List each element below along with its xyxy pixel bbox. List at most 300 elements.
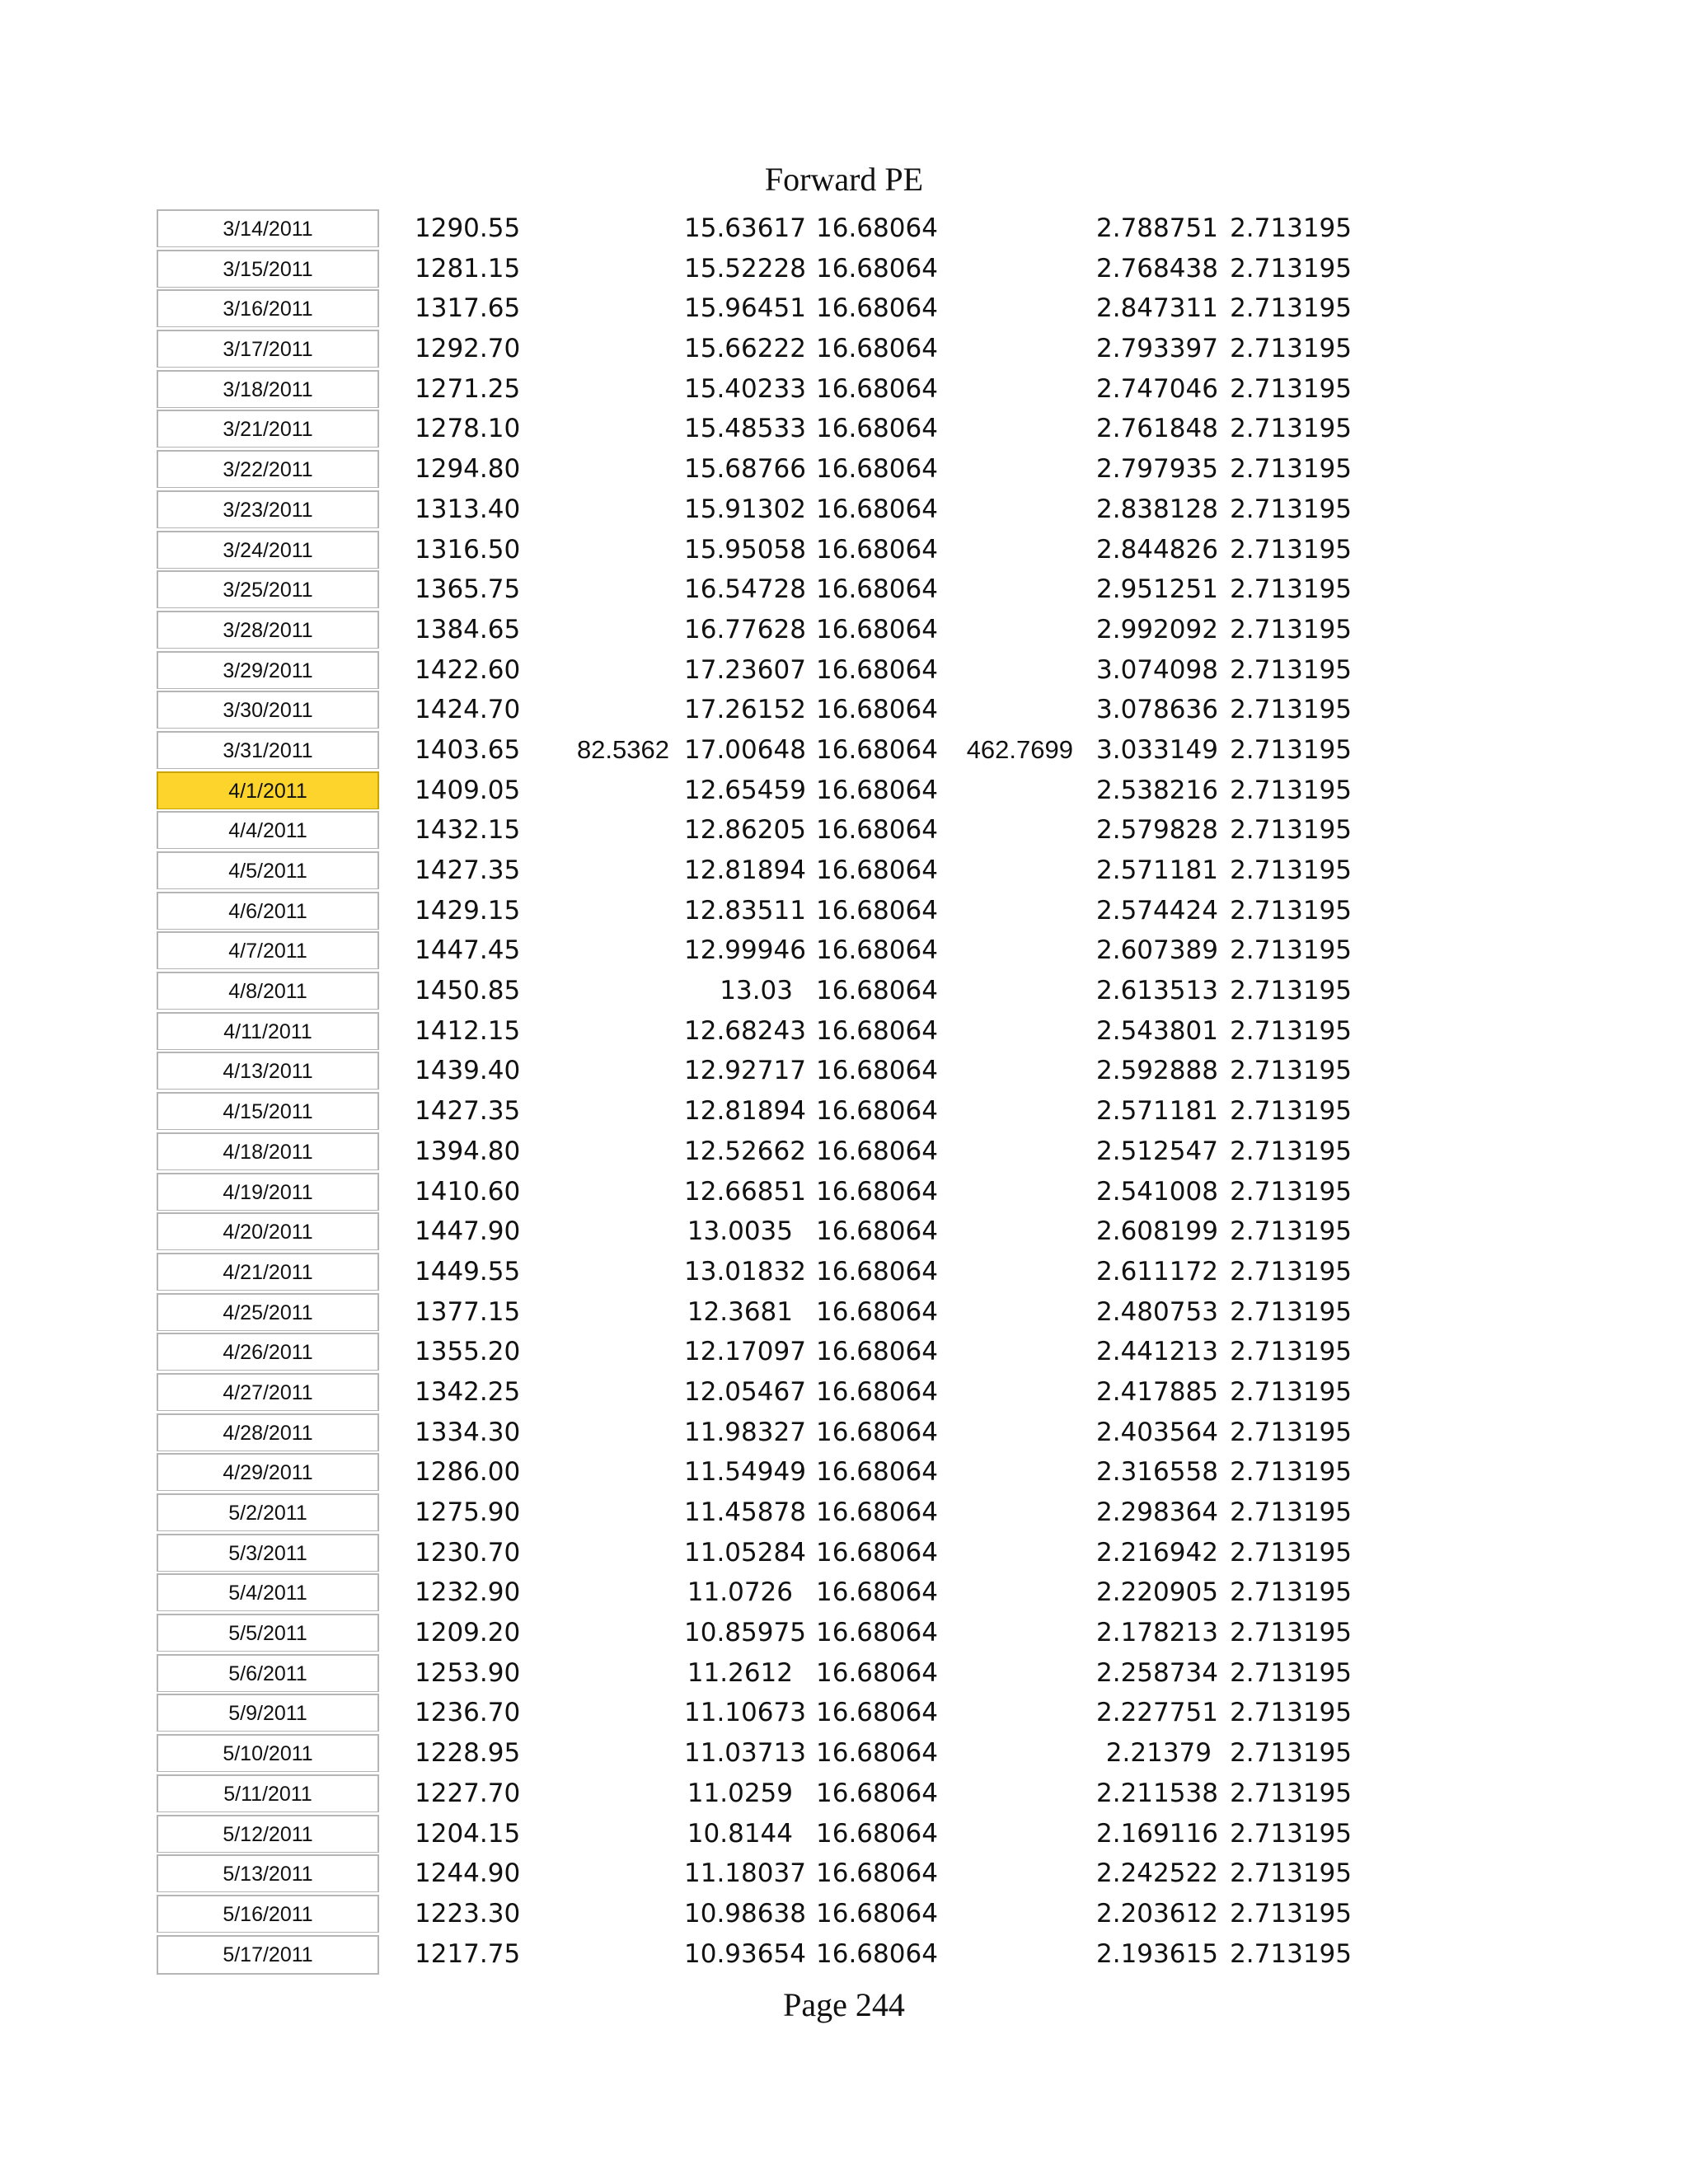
forward-pe-cell: 11.05284 xyxy=(684,1537,806,1568)
ratio-average-cell: 2.713195 xyxy=(1230,1176,1352,1207)
ratio-cell: 2.611172 xyxy=(1096,1256,1218,1286)
price-cell: 1275.90 xyxy=(415,1497,521,1527)
price-cell: 1232.90 xyxy=(415,1577,521,1608)
price-cell: 1316.50 xyxy=(415,534,521,565)
forward-pe-cell: 11.54949 xyxy=(684,1457,806,1488)
ratio-average-cell: 2.713195 xyxy=(1230,1818,1352,1849)
price-cell: 1409.05 xyxy=(415,775,521,805)
value-cell xyxy=(940,651,1073,689)
table-row xyxy=(157,1333,1393,1373)
table-row xyxy=(157,1815,1393,1855)
forward-pe-cell: 15.96451 xyxy=(684,293,806,324)
table-row xyxy=(157,651,1393,691)
ratio-average-cell: 2.713195 xyxy=(1230,1216,1352,1247)
date-cell[interactable]: 5/13/2011 xyxy=(157,1854,379,1892)
forward-pe-cell: 11.45878 xyxy=(684,1497,806,1527)
forward-pe-cell: 15.68766 xyxy=(684,454,806,485)
eps-cell xyxy=(552,289,669,327)
table-row xyxy=(157,972,1393,1012)
ratio-average-cell: 2.713195 xyxy=(1230,1778,1352,1808)
value-cell xyxy=(940,1413,1073,1451)
date-cell[interactable]: 5/17/2011 xyxy=(157,1935,379,1975)
table-row xyxy=(157,1012,1393,1052)
average-pe-cell: 16.68064 xyxy=(816,1457,938,1488)
value-cell xyxy=(940,1052,1073,1090)
table-row xyxy=(157,1293,1393,1333)
price-cell: 1290.55 xyxy=(415,213,521,243)
ratio-cell: 2.203612 xyxy=(1096,1898,1218,1929)
ratio-cell: 2.788751 xyxy=(1096,213,1218,243)
ratio-cell: 2.951251 xyxy=(1096,574,1218,605)
price-cell: 1227.70 xyxy=(415,1778,521,1808)
price-cell: 1394.80 xyxy=(415,1136,521,1166)
ratio-cell: 2.607389 xyxy=(1096,935,1218,966)
ratio-average-cell: 2.713195 xyxy=(1230,855,1352,885)
average-pe-cell: 16.68064 xyxy=(816,494,938,524)
average-pe-cell: 16.68064 xyxy=(816,414,938,444)
table-row xyxy=(157,250,1393,290)
table-row xyxy=(157,1774,1393,1815)
ratio-average-cell: 2.713195 xyxy=(1230,1096,1352,1127)
average-pe-cell: 16.68064 xyxy=(816,654,938,685)
date-cell[interactable]: 4/13/2011 xyxy=(157,1052,379,1090)
value-cell xyxy=(940,289,1073,327)
ratio-average-cell: 2.713195 xyxy=(1230,1056,1352,1086)
eps-cell xyxy=(552,570,669,608)
forward-pe-cell: 10.93654 xyxy=(684,1938,806,1969)
ratio-average-cell: 2.713195 xyxy=(1230,253,1352,284)
forward-pe-cell: 12.68243 xyxy=(684,1015,806,1046)
price-cell: 1427.35 xyxy=(415,1096,521,1127)
eps-cell xyxy=(552,972,669,1010)
eps-cell xyxy=(552,250,669,288)
table-row xyxy=(157,731,1393,771)
price-cell: 1447.90 xyxy=(415,1216,521,1247)
ratio-average-cell: 2.713195 xyxy=(1230,1858,1352,1889)
date-cell[interactable]: 3/28/2011 xyxy=(157,611,379,649)
price-cell: 1230.70 xyxy=(415,1537,521,1568)
forward-pe-cell: 16.54728 xyxy=(684,574,806,605)
ratio-average-cell: 2.713195 xyxy=(1230,815,1352,846)
price-cell: 1432.15 xyxy=(415,815,521,846)
ratio-average-cell: 2.713195 xyxy=(1230,1898,1352,1929)
ratio-cell: 2.441213 xyxy=(1096,1337,1218,1367)
table-row xyxy=(157,1173,1393,1213)
eps-cell xyxy=(552,651,669,689)
table-row xyxy=(157,1654,1393,1694)
date-cell[interactable]: 4/25/2011 xyxy=(157,1293,379,1331)
table-row xyxy=(157,851,1393,892)
forward-pe-cell: 11.18037 xyxy=(684,1858,806,1889)
price-cell: 1228.95 xyxy=(415,1738,521,1769)
ratio-cell: 2.538216 xyxy=(1096,775,1218,805)
date-cell[interactable]: 5/3/2011 xyxy=(157,1534,379,1572)
value-cell xyxy=(940,892,1073,930)
forward-pe-cell: 10.85975 xyxy=(684,1618,806,1648)
value-cell: 462.7699 xyxy=(966,734,1073,764)
date-cell[interactable]: 4/4/2011 xyxy=(157,811,379,849)
date-cell[interactable]: 4/15/2011 xyxy=(157,1092,379,1130)
date-cell[interactable]: 4/26/2011 xyxy=(157,1333,379,1371)
ratio-cell: 2.844826 xyxy=(1096,534,1218,565)
forward-pe-cell: 12.66851 xyxy=(684,1176,806,1207)
value-cell xyxy=(940,1012,1073,1050)
ratio-cell: 2.512547 xyxy=(1096,1136,1218,1166)
eps-cell xyxy=(552,1333,669,1371)
price-cell: 1439.40 xyxy=(415,1056,521,1086)
value-cell xyxy=(940,611,1073,649)
value-cell xyxy=(940,209,1073,247)
eps-cell xyxy=(552,1895,669,1933)
average-pe-cell: 16.68064 xyxy=(816,1938,938,1969)
date-cell[interactable]: 3/25/2011 xyxy=(157,570,379,608)
date-cell[interactable]: 3/15/2011 xyxy=(157,250,379,288)
table-row xyxy=(157,1854,1393,1895)
average-pe-cell: 16.68064 xyxy=(816,1858,938,1889)
date-cell[interactable]: 4/18/2011 xyxy=(157,1132,379,1170)
value-cell xyxy=(940,1253,1073,1291)
date-cell[interactable]: 3/17/2011 xyxy=(157,330,379,368)
date-cell[interactable]: 3/18/2011 xyxy=(157,370,379,408)
date-cell[interactable]: 5/5/2011 xyxy=(157,1614,379,1652)
forward-pe-cell: 15.52228 xyxy=(684,253,806,284)
ratio-cell: 2.211538 xyxy=(1096,1778,1218,1808)
date-cell[interactable]: 5/11/2011 xyxy=(157,1774,379,1812)
average-pe-cell: 16.68064 xyxy=(816,1376,938,1407)
value-cell xyxy=(940,410,1073,448)
price-cell: 1384.65 xyxy=(415,614,521,644)
average-pe-cell: 16.68064 xyxy=(816,534,938,565)
eps-cell xyxy=(552,1212,669,1250)
table-row xyxy=(157,209,1393,250)
value-cell xyxy=(940,1453,1073,1491)
value-cell xyxy=(940,1614,1073,1652)
table-row xyxy=(157,1052,1393,1092)
average-pe-cell: 16.68064 xyxy=(816,293,938,324)
date-cell[interactable]: 5/9/2011 xyxy=(157,1694,379,1732)
value-cell xyxy=(940,250,1073,288)
value-cell xyxy=(940,1092,1073,1130)
ratio-average-cell: 2.713195 xyxy=(1230,734,1352,765)
average-pe-cell: 16.68064 xyxy=(816,734,938,765)
ratio-cell: 2.847311 xyxy=(1096,293,1218,324)
ratio-cell: 2.592888 xyxy=(1096,1056,1218,1086)
average-pe-cell: 16.68064 xyxy=(816,1818,938,1849)
table-row xyxy=(157,1534,1393,1574)
table-row xyxy=(157,330,1393,370)
ratio-average-cell: 2.713195 xyxy=(1230,1698,1352,1728)
average-pe-cell: 16.68064 xyxy=(816,1497,938,1527)
eps-cell xyxy=(552,490,669,528)
ratio-average-cell: 2.713195 xyxy=(1230,494,1352,524)
table-row xyxy=(157,1935,1393,1975)
eps-cell xyxy=(552,931,669,969)
date-cell[interactable]: 5/12/2011 xyxy=(157,1815,379,1853)
average-pe-cell: 16.68064 xyxy=(816,1537,938,1568)
ratio-cell: 2.571181 xyxy=(1096,855,1218,885)
date-cell[interactable]: 4/29/2011 xyxy=(157,1453,379,1491)
ratio-cell: 2.298364 xyxy=(1096,1497,1218,1527)
table-row xyxy=(157,1212,1393,1253)
ratio-cell: 2.797935 xyxy=(1096,454,1218,485)
eps-cell xyxy=(552,611,669,649)
ratio-average-cell: 2.713195 xyxy=(1230,1015,1352,1046)
forward-pe-cell: 12.52662 xyxy=(684,1136,806,1166)
average-pe-cell: 16.68064 xyxy=(816,1176,938,1207)
ratio-average-cell: 2.713195 xyxy=(1230,1497,1352,1527)
table-row xyxy=(157,450,1393,490)
date-cell[interactable]: 4/27/2011 xyxy=(157,1373,379,1411)
price-cell: 1313.40 xyxy=(415,494,521,524)
date-cell[interactable]: 3/14/2011 xyxy=(157,209,379,247)
forward-pe-cell: 12.86205 xyxy=(684,815,806,846)
ratio-average-cell: 2.713195 xyxy=(1230,1296,1352,1327)
table-row xyxy=(157,1413,1393,1454)
forward-pe-cell: 12.81894 xyxy=(684,855,806,885)
price-cell: 1281.15 xyxy=(415,253,521,284)
average-pe-cell: 16.68064 xyxy=(816,935,938,966)
eps-cell xyxy=(552,1694,669,1732)
forward-pe-cell: 13.01832 xyxy=(684,1256,806,1286)
ratio-cell: 2.992092 xyxy=(1096,614,1218,644)
eps-cell xyxy=(552,1534,669,1572)
average-pe-cell: 16.68064 xyxy=(816,1898,938,1929)
value-cell xyxy=(940,1774,1073,1812)
value-cell xyxy=(940,1173,1073,1211)
ratio-cell: 2.608199 xyxy=(1096,1216,1218,1247)
average-pe-cell: 16.68064 xyxy=(816,1296,938,1327)
ratio-cell: 2.21379 xyxy=(1105,1738,1212,1769)
ratio-average-cell: 2.713195 xyxy=(1230,414,1352,444)
eps-cell xyxy=(552,209,669,247)
date-cell[interactable]: 3/24/2011 xyxy=(157,531,379,569)
eps-cell xyxy=(552,1815,669,1853)
date-cell[interactable]: 4/6/2011 xyxy=(157,892,379,930)
eps-cell xyxy=(552,1774,669,1812)
date-cell[interactable]: 4/19/2011 xyxy=(157,1173,379,1211)
average-pe-cell: 16.68064 xyxy=(816,1778,938,1808)
eps-cell xyxy=(552,531,669,569)
table-row xyxy=(157,1132,1393,1173)
ratio-average-cell: 2.713195 xyxy=(1230,614,1352,644)
ratio-cell: 2.178213 xyxy=(1096,1618,1218,1648)
date-cell[interactable]: 4/5/2011 xyxy=(157,851,379,889)
average-pe-cell: 16.68064 xyxy=(816,1417,938,1447)
ratio-average-cell: 2.713195 xyxy=(1230,1537,1352,1568)
forward-pe-cell: 13.03 xyxy=(720,976,793,1006)
table-row xyxy=(157,410,1393,450)
eps-cell xyxy=(552,1573,669,1611)
price-cell: 1244.90 xyxy=(415,1858,521,1889)
value-cell xyxy=(940,1534,1073,1572)
eps-cell xyxy=(552,450,669,488)
average-pe-cell: 16.68064 xyxy=(816,1015,938,1046)
ratio-average-cell: 2.713195 xyxy=(1230,1938,1352,1969)
ratio-cell: 2.768438 xyxy=(1096,253,1218,284)
date-cell[interactable]: 4/20/2011 xyxy=(157,1212,379,1250)
average-pe-cell: 16.68064 xyxy=(816,1216,938,1247)
ratio-cell: 2.417885 xyxy=(1096,1376,1218,1407)
price-cell: 1450.85 xyxy=(415,976,521,1006)
ratio-average-cell: 2.713195 xyxy=(1230,1738,1352,1769)
value-cell xyxy=(940,1734,1073,1772)
page-title: Forward PE xyxy=(764,161,924,198)
date-cell[interactable]: 5/4/2011 xyxy=(157,1573,379,1611)
forward-pe-cell: 10.98638 xyxy=(684,1898,806,1929)
value-cell xyxy=(940,1815,1073,1853)
ratio-average-cell: 2.713195 xyxy=(1230,1337,1352,1367)
date-cell[interactable]: 3/22/2011 xyxy=(157,450,379,488)
eps-cell xyxy=(552,892,669,930)
ratio-average-cell: 2.713195 xyxy=(1230,1618,1352,1648)
price-cell: 1271.25 xyxy=(415,373,521,404)
average-pe-cell: 16.68064 xyxy=(816,1698,938,1728)
eps-cell xyxy=(552,1734,669,1772)
date-cell[interactable]: 5/6/2011 xyxy=(157,1654,379,1692)
eps-cell xyxy=(552,1935,669,1973)
eps-cell xyxy=(552,771,669,809)
value-cell xyxy=(940,1654,1073,1692)
eps-cell xyxy=(552,1453,669,1491)
eps-cell xyxy=(552,370,669,408)
average-pe-cell: 16.68064 xyxy=(816,815,938,846)
table-row xyxy=(157,1092,1393,1132)
date-cell[interactable]: 3/16/2011 xyxy=(157,289,379,327)
ratio-cell: 2.480753 xyxy=(1096,1296,1218,1327)
ratio-average-cell: 2.713195 xyxy=(1230,654,1352,685)
ratio-cell: 2.169116 xyxy=(1096,1818,1218,1849)
forward-pe-cell: 11.98327 xyxy=(684,1417,806,1447)
ratio-cell: 2.574424 xyxy=(1096,895,1218,926)
date-cell[interactable]: 4/7/2011 xyxy=(157,931,379,969)
table-row xyxy=(157,771,1393,812)
value-cell xyxy=(940,450,1073,488)
forward-pe-cell: 10.8144 xyxy=(687,1818,793,1849)
eps-cell xyxy=(552,1854,669,1892)
average-pe-cell: 16.68064 xyxy=(816,213,938,243)
date-cell[interactable]: 3/29/2011 xyxy=(157,651,379,689)
value-cell xyxy=(940,1895,1073,1933)
eps-cell xyxy=(552,1493,669,1531)
average-pe-cell: 16.68064 xyxy=(816,614,938,644)
value-cell xyxy=(940,1493,1073,1531)
forward-pe-cell: 15.63617 xyxy=(684,213,806,243)
value-cell xyxy=(940,490,1073,528)
table-row xyxy=(157,1373,1393,1413)
forward-pe-cell: 17.26152 xyxy=(684,695,806,725)
forward-pe-cell: 11.10673 xyxy=(684,1698,806,1728)
ratio-cell: 2.613513 xyxy=(1096,976,1218,1006)
ratio-average-cell: 2.713195 xyxy=(1230,1657,1352,1688)
eps-cell xyxy=(552,1012,669,1050)
table-row xyxy=(157,531,1393,571)
average-pe-cell: 16.68064 xyxy=(816,855,938,885)
ratio-cell: 2.403564 xyxy=(1096,1417,1218,1447)
value-cell xyxy=(940,370,1073,408)
value-cell xyxy=(940,691,1073,729)
date-cell[interactable]: 4/11/2011 xyxy=(157,1012,379,1050)
average-pe-cell: 16.68064 xyxy=(816,895,938,926)
ratio-cell: 2.541008 xyxy=(1096,1176,1218,1207)
date-cell[interactable]: 5/2/2011 xyxy=(157,1493,379,1531)
price-cell: 1204.15 xyxy=(415,1818,521,1849)
ratio-average-cell: 2.713195 xyxy=(1230,1376,1352,1407)
forward-pe-cell: 15.66222 xyxy=(684,334,806,364)
value-cell xyxy=(940,1293,1073,1331)
eps-cell xyxy=(552,691,669,729)
ratio-average-cell: 2.713195 xyxy=(1230,334,1352,364)
date-cell[interactable]: 4/8/2011 xyxy=(157,972,379,1010)
eps-cell xyxy=(552,1413,669,1451)
price-cell: 1403.65 xyxy=(415,734,521,765)
price-cell: 1427.35 xyxy=(415,855,521,885)
price-cell: 1334.30 xyxy=(415,1417,521,1447)
value-cell xyxy=(940,851,1073,889)
date-cell[interactable]: 5/10/2011 xyxy=(157,1734,379,1772)
value-cell xyxy=(940,1333,1073,1371)
value-cell xyxy=(940,1935,1073,1973)
table-row xyxy=(157,611,1393,651)
selected-date-cell[interactable]: 4/1/2011 xyxy=(157,771,379,809)
eps-cell xyxy=(552,1052,669,1090)
ratio-cell: 2.793397 xyxy=(1096,334,1218,364)
date-cell[interactable]: 3/31/2011 xyxy=(157,731,379,769)
ratio-average-cell: 2.713195 xyxy=(1230,935,1352,966)
price-cell: 1342.25 xyxy=(415,1376,521,1407)
price-cell: 1412.15 xyxy=(415,1015,521,1046)
eps-cell xyxy=(552,410,669,448)
eps-cell xyxy=(552,811,669,849)
date-cell[interactable]: 3/21/2011 xyxy=(157,410,379,448)
eps-cell xyxy=(552,1293,669,1331)
forward-pe-cell: 15.91302 xyxy=(684,494,806,524)
price-cell: 1429.15 xyxy=(415,895,521,926)
average-pe-cell: 16.68064 xyxy=(816,334,938,364)
value-cell xyxy=(940,771,1073,809)
forward-pe-cell: 15.40233 xyxy=(684,373,806,404)
price-cell: 1236.70 xyxy=(415,1698,521,1728)
date-cell[interactable]: 4/21/2011 xyxy=(157,1253,379,1291)
value-cell xyxy=(940,1573,1073,1611)
forward-pe-cell: 12.17097 xyxy=(684,1337,806,1367)
ratio-average-cell: 2.713195 xyxy=(1230,373,1352,404)
ratio-average-cell: 2.713195 xyxy=(1230,1136,1352,1166)
average-pe-cell: 16.68064 xyxy=(816,1738,938,1769)
ratio-cell: 2.258734 xyxy=(1096,1657,1218,1688)
date-cell[interactable]: 3/23/2011 xyxy=(157,490,379,528)
ratio-cell: 2.316558 xyxy=(1096,1457,1218,1488)
ratio-average-cell: 2.713195 xyxy=(1230,976,1352,1006)
ratio-average-cell: 2.713195 xyxy=(1230,695,1352,725)
price-cell: 1355.20 xyxy=(415,1337,521,1367)
date-cell[interactable]: 5/16/2011 xyxy=(157,1895,379,1933)
table-row xyxy=(157,892,1393,932)
average-pe-cell: 16.68064 xyxy=(816,1056,938,1086)
table-row xyxy=(157,811,1393,851)
ratio-average-cell: 2.713195 xyxy=(1230,895,1352,926)
forward-pe-cell: 11.0726 xyxy=(687,1577,793,1608)
table-row xyxy=(157,370,1393,410)
value-cell xyxy=(940,811,1073,849)
date-cell[interactable]: 3/30/2011 xyxy=(157,691,379,729)
price-cell: 1317.65 xyxy=(415,293,521,324)
value-cell xyxy=(940,570,1073,608)
date-cell[interactable]: 4/28/2011 xyxy=(157,1413,379,1451)
average-pe-cell: 16.68064 xyxy=(816,1337,938,1367)
table-row xyxy=(157,691,1393,731)
ratio-average-cell: 2.713195 xyxy=(1230,293,1352,324)
average-pe-cell: 16.68064 xyxy=(816,1618,938,1648)
